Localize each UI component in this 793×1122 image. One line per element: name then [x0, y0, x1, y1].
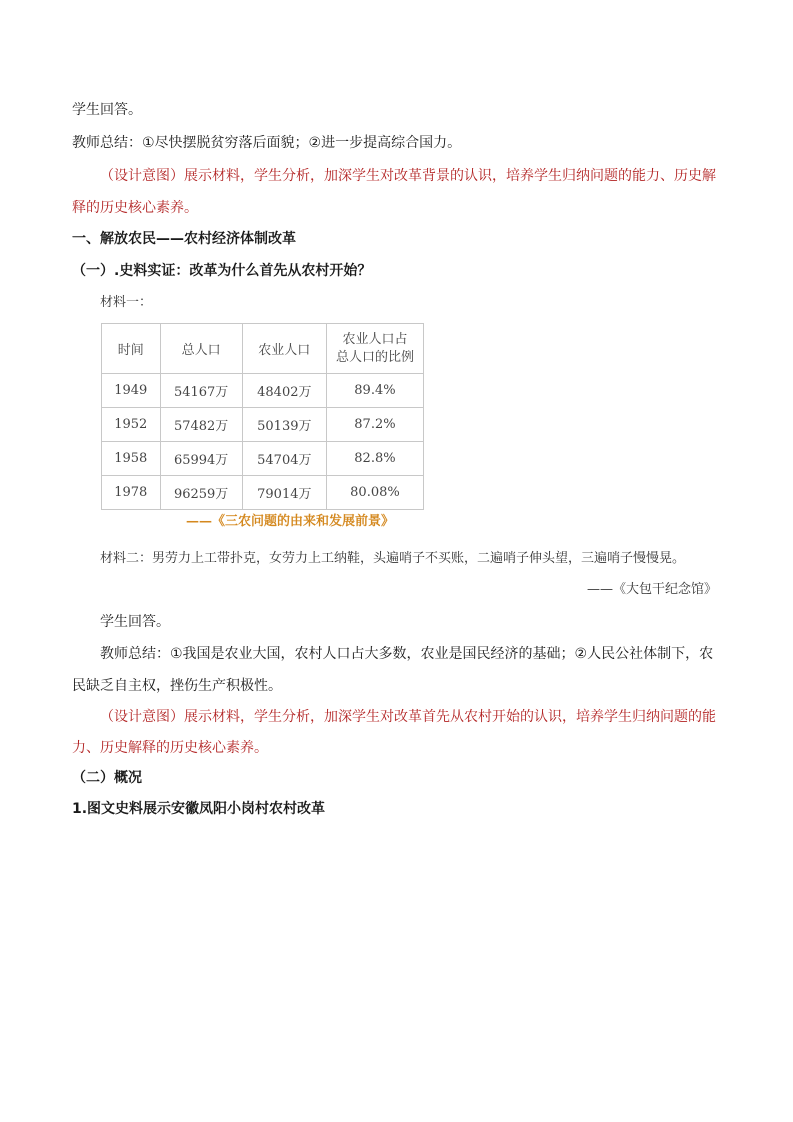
subsection-heading-2: （二）概况 [72, 770, 142, 786]
material1-label: 材料一： [100, 295, 153, 310]
table-row [102, 442, 424, 476]
header-ratio-line2: 总人口的比例 [335, 349, 414, 365]
cell-total: 54167万 [160, 374, 242, 408]
cell-year: 1952 [102, 408, 161, 442]
population-table [101, 323, 424, 510]
subsection-heading-1: （一）.史料实证：改革为什么首先从农村开始？ [72, 263, 372, 279]
cell-agri: 48402万 [242, 374, 326, 408]
section-heading: 一、解放农民——农村经济体制改革 [72, 231, 296, 247]
cell-year: 1949 [102, 374, 161, 408]
teacher-summary-2-line2: 民缺乏自主权，挫伤生产积极性。 [72, 678, 282, 694]
student-answer-2: 学生回答。 [100, 614, 170, 630]
design-intent-2-line2: 力、历史解释的历史核心素养。 [72, 740, 268, 756]
design-intent-2-line1: （设计意图）展示材料，学生分析，加深学生对改革首先从农村开始的认识，培养学生归纳问题的能 [100, 709, 716, 725]
teacher-summary-1: 教师总结：①尽快摆脱贫穷落后面貌；②进一步提高综合国力。 [72, 135, 462, 151]
item-1-heading: 1.图文史料展示安徽凤阳小岗村农村改革 [72, 801, 326, 817]
design-intent-1-line1: （设计意图）展示材料，学生分析，加深学生对改革背景的认识，培养学生归纳问题的能力、历史解 [100, 168, 716, 184]
teacher-summary-2-line1: 教师总结：①我国是农业大国，农村人口占大多数，农业是国民经济的基础；②人民公社体制下，农 [100, 646, 714, 662]
cell-total: 65994万 [160, 442, 242, 476]
material2-source: ——《大包干纪念馆》 [586, 582, 717, 597]
header-total: 总人口 [160, 324, 242, 374]
header-ratio-line1: 农业人口占 [342, 331, 408, 347]
header-year: 时间 [102, 324, 161, 374]
cell-agri: 54704万 [242, 442, 326, 476]
cell-ratio: 89.4% [326, 374, 423, 408]
cell-ratio: 82.8% [326, 442, 423, 476]
cell-total: 96259万 [160, 476, 242, 510]
table-row [102, 476, 424, 510]
design-intent-1-line2: 释的历史核心素养。 [72, 200, 198, 216]
table-row [102, 374, 424, 408]
cell-agri: 50139万 [242, 408, 326, 442]
cell-ratio: 80.08% [326, 476, 423, 510]
cell-agri: 79014万 [242, 476, 326, 510]
student-answer-1: 学生回答。 [72, 102, 142, 118]
cell-year: 1978 [102, 476, 161, 510]
cell-year: 1958 [102, 442, 161, 476]
table-header-row [102, 324, 424, 374]
header-agri: 农业人口 [242, 324, 326, 374]
cell-total: 57482万 [160, 408, 242, 442]
table-row [102, 408, 424, 442]
material2-text: 材料二：男劳力上工带扑克，女劳力上工纳鞋，头遍哨子不买账，二遍哨子伸头望，三遍哨子慢慢晃。 [100, 551, 686, 566]
header-ratio [326, 324, 423, 374]
table-source: ——《三农问题的由来和发展前景》 [186, 514, 395, 529]
cell-ratio: 87.2% [326, 408, 423, 442]
